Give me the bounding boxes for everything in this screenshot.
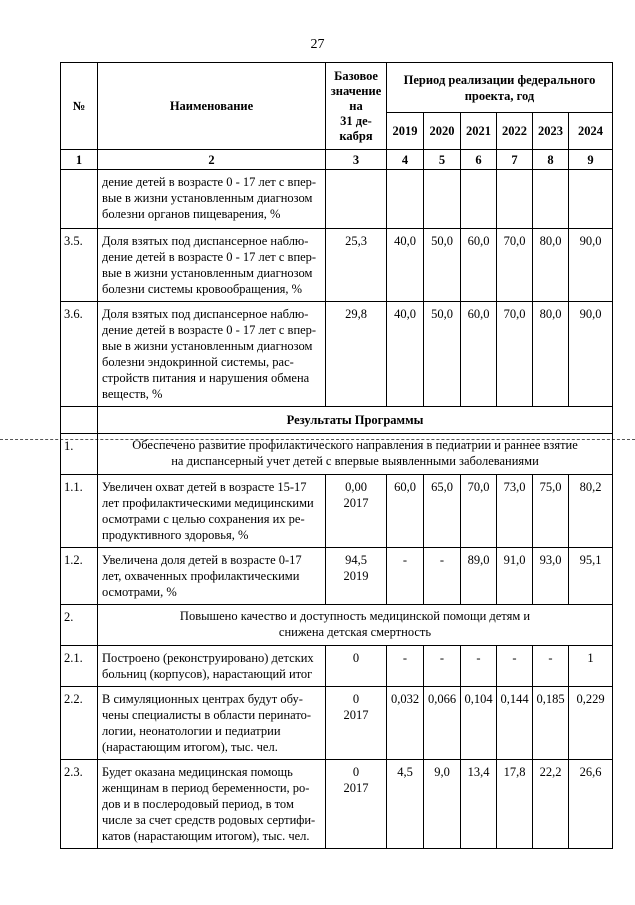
row-value: - (387, 646, 424, 687)
row-num: 2.1. (61, 646, 98, 687)
row-num: 3.5. (61, 229, 98, 302)
row-value: 26,6 (569, 760, 613, 849)
row-base: 94,5 2019 (326, 548, 387, 605)
row-value: 70,0 (461, 475, 497, 548)
row-value: 70,0 (497, 229, 533, 302)
row-base: 0 (326, 646, 387, 687)
header-year: 2024 (569, 113, 613, 150)
column-index: 7 (497, 150, 533, 170)
table-row (61, 548, 613, 605)
row-name: Построено (реконструировано) детских больниц (корпусов), нарастающий итог (98, 646, 326, 687)
row-value: 0,185 (533, 687, 569, 760)
column-index: 6 (461, 150, 497, 170)
row-name: Будет оказана медицинская помощь женщинам в период беременности, ро- дов и в послеродовый период, в том числе за счет средств родовых сертифи- катов (нарастающим итогом), тыс. чел. (98, 760, 326, 849)
header-year: 2020 (424, 113, 461, 150)
row-value (497, 170, 533, 229)
header-name: Наименование (98, 63, 326, 150)
row-value: - (424, 548, 461, 605)
column-index: 3 (326, 150, 387, 170)
row-base: 0,00 2017 (326, 475, 387, 548)
row-value: 90,0 (569, 302, 613, 407)
header-num: № (61, 63, 98, 150)
row-value (424, 170, 461, 229)
section-title: Повышено качество и доступность медицинской помощи детям и снижена детская смертность (98, 605, 613, 646)
section-heading-row (61, 407, 613, 434)
row-value: 50,0 (424, 302, 461, 407)
section-num: 2. (61, 605, 98, 646)
row-value: 60,0 (461, 229, 497, 302)
row-value: 91,0 (497, 548, 533, 605)
header-year: 2023 (533, 113, 569, 150)
table-row (61, 302, 613, 407)
row-value: 89,0 (461, 548, 497, 605)
table-row (61, 170, 613, 229)
row-base: 29,8 (326, 302, 387, 407)
row-value: 60,0 (387, 475, 424, 548)
header-year: 2019 (387, 113, 424, 150)
row-value: 80,2 (569, 475, 613, 548)
row-value: 13,4 (461, 760, 497, 849)
row-base: 0 2017 (326, 760, 387, 849)
row-base (326, 170, 387, 229)
row-value: - (424, 646, 461, 687)
row-value: - (387, 548, 424, 605)
column-index: 1 (61, 150, 98, 170)
header-period: Период реализации федерального проекта, год (387, 63, 613, 113)
row-value: 0,032 (387, 687, 424, 760)
row-value (533, 170, 569, 229)
row-value: 1 (569, 646, 613, 687)
row-name: В симуляционных центрах будут обу- чены специалисты в области перинато- логии, неонатологии и педиатрии (нарастающим итогом), тыс. чел. (98, 687, 326, 760)
column-index: 9 (569, 150, 613, 170)
row-value: - (533, 646, 569, 687)
row-value: 50,0 (424, 229, 461, 302)
row-name: дение детей в возрасте 0 - 17 лет с впер- вые в жизни установленным диагнозом болезни органов пищеварения, % (98, 170, 326, 229)
row-name: Доля взятых под диспансерное наблю- дение детей в возрасте 0 - 17 лет с впер- вые в жизни установленным диагнозом болезни эндокринной системы, рас- стройств питания и нарушения обмена веществ, % (98, 302, 326, 407)
table-row (61, 475, 613, 548)
column-index: 4 (387, 150, 424, 170)
row-value: - (497, 646, 533, 687)
row-value: 0,104 (461, 687, 497, 760)
row-name: Увеличена доля детей в возрасте 0-17 лет, охваченных профилактическими осмотрами, % (98, 548, 326, 605)
section-row (61, 605, 613, 646)
row-value: - (461, 646, 497, 687)
row-value: 40,0 (387, 229, 424, 302)
row-value: 80,0 (533, 302, 569, 407)
row-value: 60,0 (461, 302, 497, 407)
row-value: 0,066 (424, 687, 461, 760)
section-title: Обеспечено развитие профилактического направления в педиатрии и раннее взятие на диспансерный учет детей с впервые выявленными заболеваниями (98, 434, 613, 475)
table-row (61, 646, 613, 687)
row-value: 90,0 (569, 229, 613, 302)
row-num: 1.1. (61, 475, 98, 548)
row-num: 3.6. (61, 302, 98, 407)
row-value: 0,229 (569, 687, 613, 760)
row-value: 4,5 (387, 760, 424, 849)
column-index: 5 (424, 150, 461, 170)
row-name: Увеличен охват детей в возрасте 15-17 лет профилактическими медицинскими осмотрами с целью сохранения их ре- продуктивного здоровья, % (98, 475, 326, 548)
row-value (387, 170, 424, 229)
header-year: 2022 (497, 113, 533, 150)
column-index: 2 (98, 150, 326, 170)
row-value: 40,0 (387, 302, 424, 407)
row-value: 9,0 (424, 760, 461, 849)
row-value: 22,2 (533, 760, 569, 849)
section-num: 1. (61, 434, 98, 475)
table-row (61, 229, 613, 302)
row-value (569, 170, 613, 229)
table-row (61, 687, 613, 760)
row-value: 17,8 (497, 760, 533, 849)
page-number: 27 (310, 37, 325, 52)
table-row (61, 760, 613, 849)
row-value: 95,1 (569, 548, 613, 605)
row-num: 2.3. (61, 760, 98, 849)
header-year: 2021 (461, 113, 497, 150)
row-num: 2.2. (61, 687, 98, 760)
row-value: 80,0 (533, 229, 569, 302)
row-num: 1.2. (61, 548, 98, 605)
row-value: 0,144 (497, 687, 533, 760)
indicators-table (60, 62, 613, 849)
row-value: 73,0 (497, 475, 533, 548)
row-name: Доля взятых под диспансерное наблю- дение детей в возрасте 0 - 17 лет с впер- вые в жизни установленным диагнозом болезни системы кровообращения, % (98, 229, 326, 302)
row-value (461, 170, 497, 229)
section-row (61, 434, 613, 475)
row-base: 0 2017 (326, 687, 387, 760)
row-value: 75,0 (533, 475, 569, 548)
section-results-title: Результаты Программы (98, 407, 613, 434)
header-base: Базовое значение на 31 де- кабря (326, 63, 387, 150)
row-num (61, 170, 98, 229)
row-value: 93,0 (533, 548, 569, 605)
row-value: 65,0 (424, 475, 461, 548)
row-base: 25,3 (326, 229, 387, 302)
column-index: 8 (533, 150, 569, 170)
row-value: 70,0 (497, 302, 533, 407)
